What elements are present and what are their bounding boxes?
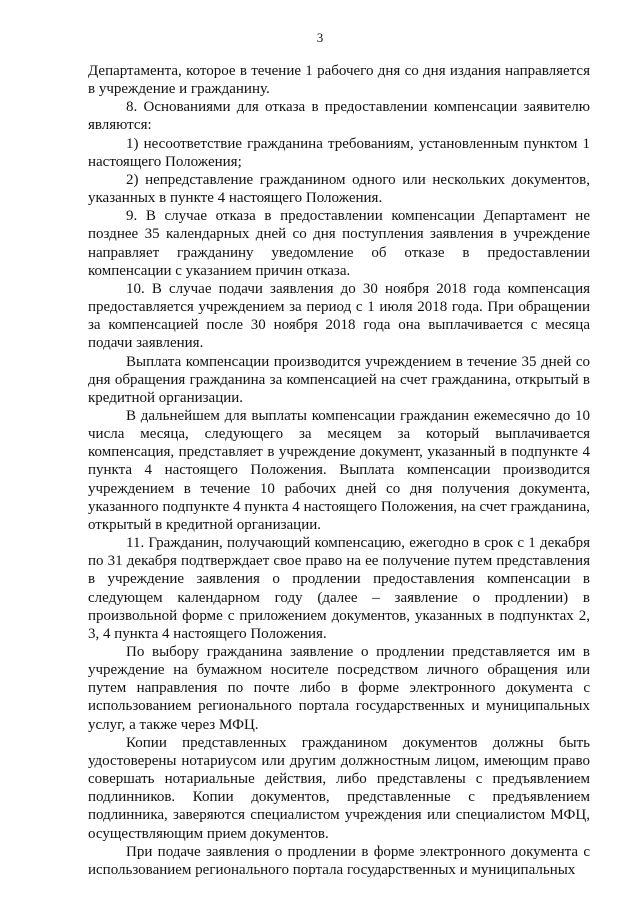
paragraph-continuation: Департамента, которое в течение 1 рабочего дня со дня издания направляется в учреждение и гражданину. <box>88 63 590 98</box>
paragraph-clause-11: 11. Гражданин, получающий компенсацию, ежегодно в срок с 1 декабря по 31 декабря подтверждает свое право на ее получение путем представления в учреждение заявления о продлении предоставления компенсации в следующем календарном году (далее – заявление о продлении) в произвольной форме с приложением документов, указанных в подпунктах 2, 3, 4 пункта 4 настоящего Положения. <box>88 535 590 642</box>
paragraph-electronic-submission: При подаче заявления о продлении в форме электронного документа с использованием регионального портала государственных и муниципальных <box>88 843 590 878</box>
paragraph-payment-term: Выплата компенсации производится учреждением в течение 35 дней со дня обращения гражданина за компенсацией на счет гражданина, открытый в кредитной организации. <box>88 353 590 406</box>
paragraph-clause-8-item-1: 1) несоответствие гражданина требованиям, установленным пунктом 1 настоящего Положения; <box>88 135 590 170</box>
paragraph-clause-9: 9. В случае отказа в предоставлении компенсации Департамент не позднее 35 календарных дней со дня поступления заявления в учреждение направляет гражданину уведомление об отказе в предоставлении компенсации с указанием причин отказа. <box>88 208 590 279</box>
paragraph-clause-8: 8. Основаниями для отказа в предоставлении компенсации заявителю являются: <box>88 99 590 134</box>
paragraph-clause-8-item-2: 2) непредставление гражданином одного или нескольких документов, указанных в пункте 4 настоящего Положения. <box>88 171 590 207</box>
page-number: 3 <box>316 30 324 45</box>
paragraph-clause-10: 10. В случае подачи заявления до 30 ноября 2018 года компенсация предоставляется учреждением за период с 1 июля 2018 года. При обращении за компенсацией после 30 ноября 2018 года она выплачивается с месяца подачи заявления. <box>88 280 590 352</box>
paragraph-submission-method: По выбору гражданина заявление о продлении представляется им в учреждение на бумажном носителе посредством личного обращения или путем направления по почте либо в форме электронного документа с использованием регионального портала государственных и муниципальных услуг, а также через МФЦ. <box>88 644 590 733</box>
document-body <box>88 62 590 879</box>
paragraph-monthly-payment: В дальнейшем для выплаты компенсации гражданин ежемесячно до 10 числа месяца, следующего за месяцем за который выплачивается компенсация, представляет в учреждение документ, указанный в подпункте 4 пункта 4 настоящего Положения. Выплата компенсации производится учреждением в течение 10 рабочих дней со дня получения документа, указанного подпункте 4 пункта 4 настоящего Положения, на счет гражданина, открытый в кредитной организации. <box>88 407 590 533</box>
paragraph-document-copies: Копии представленных гражданином документов должны быть удостоверены нотариусом или другим должностным лицом, имеющим право совершать нотариальные действия, либо представлены с предъявлением подлинников. Копии документов, представленные с предъявлением подлинника, заверяются специалистом учреждения или специалистом МФЦ, осуществляющим прием документов. <box>88 734 590 842</box>
